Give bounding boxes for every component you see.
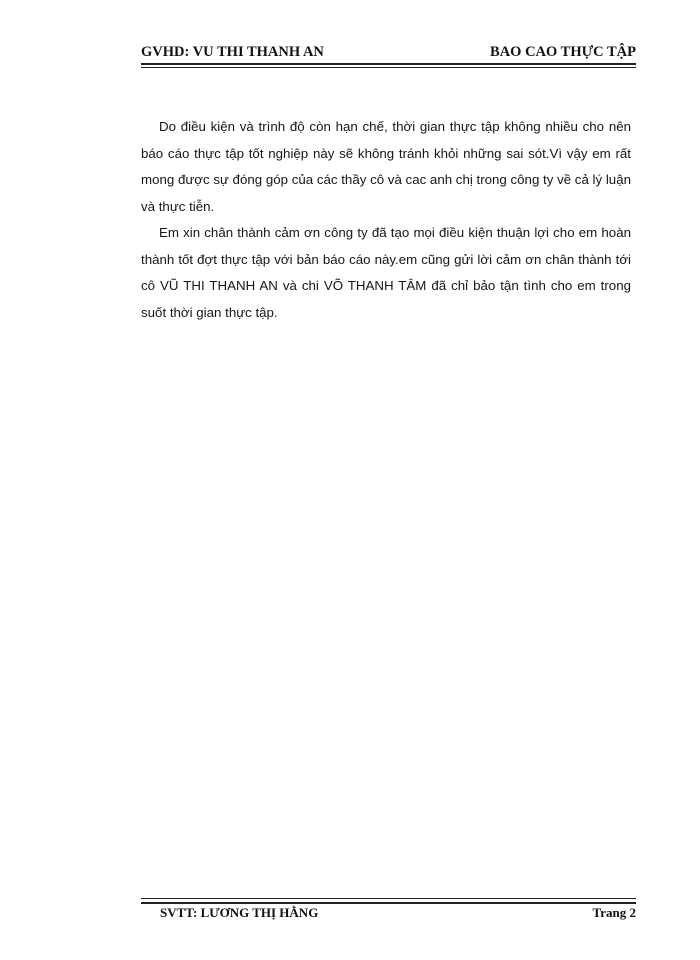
footer-student: SVTT: LƯƠNG THỊ HẰNG [160,905,319,920]
footer-rule-thin [141,898,636,899]
header-rule-thin [141,67,636,68]
page-header [141,40,636,64]
header-instructor: GVHD: VU THI THANH AN [141,44,324,60]
page-footer [141,905,636,925]
paragraph-1: Do điều kiện và trình độ còn hạn chế, thời gian thực tập không nhiều cho nên báo cáo thực tập tốt nghiệp này sẽ không tránh khỏi những sai sót.Vì vậy em rất mong được sự đóng góp của các thầy cô và cac anh chị trong công ty về cả lý luận và thực tiễn. [141,119,631,214]
paragraph-2: Em xin chân thành cảm ơn công ty đã tạo mọi điều kiện thuận lợi cho em hoàn thành tốt đợt thực tập với bản báo cáo này.em cũng gửi lời cảm ơn chân thành tới cô VŨ THI THANH AN và chi VÕ THANH TÂM đã chỉ bảo tận tình cho em trong suốt thời gian thực tập. [141,225,631,320]
footer-rule-thick [141,902,636,904]
header-report-title: BAO CAO THỰC TẬP [490,44,636,60]
body-text [141,114,631,326]
page-number: Trang 2 [592,905,636,920]
header-rule-thick [141,63,636,65]
